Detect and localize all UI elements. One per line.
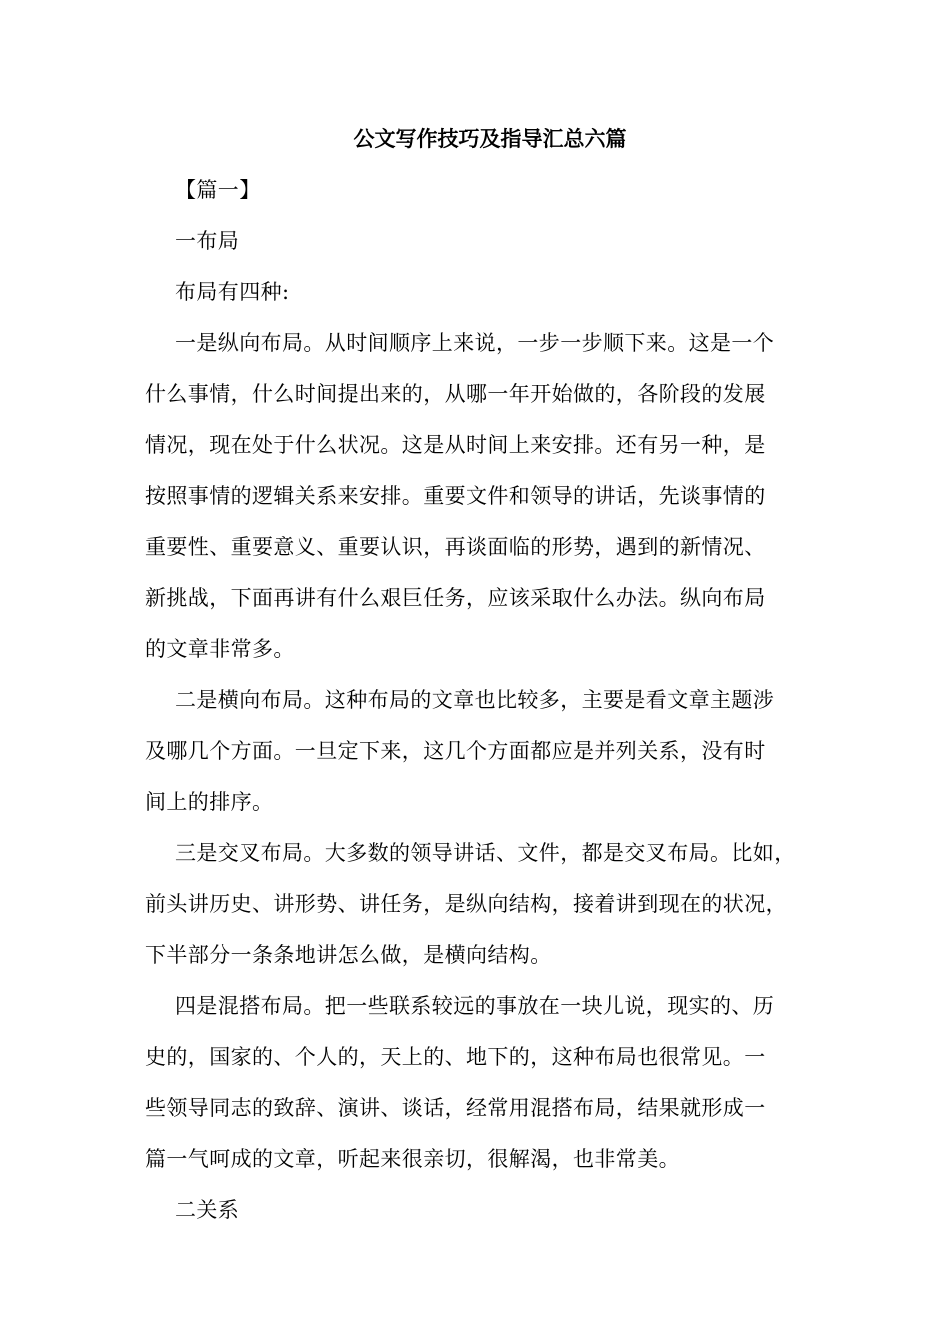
paragraph-1-line: 什么事情，什么时间提出来的，从哪一年开始做的，各阶段的发展 bbox=[145, 382, 766, 406]
heading-relations: 二关系 bbox=[175, 1198, 240, 1222]
paragraph-2-line: 及哪几个方面。一旦定下来，这几个方面都应是并列关系，没有时 bbox=[145, 739, 766, 763]
paragraph-1-line: 按照事情的逻辑关系来安排。重要文件和领导的讲话，先谈事情的 bbox=[145, 484, 766, 508]
paragraph-1-line: 新挑战，下面再讲有什么艰巨任务，应该采取什么办法。纵向布局 bbox=[145, 586, 766, 610]
paragraph-4-line: 篇一气呵成的文章，听起来很亲切，很解渴，也非常美。 bbox=[145, 1147, 680, 1171]
intro-line: 布局有四种: bbox=[175, 280, 290, 304]
paragraph-1-line: 情况，现在处于什么状况。这是从时间上来安排。还有另一种，是 bbox=[145, 433, 766, 457]
document-title: 公文写作技巧及指导汇总六篇 bbox=[353, 126, 627, 151]
paragraph-4-line: 些领导同志的致辞、演讲、谈话，经常用混搭布局，结果就形成一 bbox=[145, 1096, 766, 1120]
paragraph-2-line: 间上的排序。 bbox=[145, 790, 274, 814]
paragraph-2-line: 二是横向布局。这种布局的文章也比较多，主要是看文章主题涉 bbox=[175, 688, 775, 712]
paragraph-1-line: 重要性、重要意义、重要认识，再谈面临的形势，遇到的新情况、 bbox=[145, 535, 766, 559]
paragraph-1-line: 的文章非常多。 bbox=[145, 637, 295, 661]
paragraph-3-line: 前头讲历史、讲形势、讲任务，是纵向结构，接着讲到现在的状况， bbox=[145, 892, 787, 916]
paragraph-1-line: 一是纵向布局。从时间顺序上来说，一步一步顺下来。这是一个 bbox=[175, 331, 775, 355]
section-label: 【篇一】 bbox=[175, 178, 261, 202]
paragraph-4-line: 史的，国家的、个人的，天上的、地下的，这种布局也很常见。一 bbox=[145, 1045, 766, 1069]
paragraph-3-line: 下半部分一条条地讲怎么做，是横向结构。 bbox=[145, 943, 552, 967]
paragraph-3-line: 三是交叉布局。大多数的领导讲话、文件，都是交叉布局。比如， bbox=[175, 841, 796, 865]
heading-layout: 一布局 bbox=[175, 229, 240, 253]
paragraph-4-line: 四是混搭布局。把一些联系较远的事放在一块儿说，现实的、历 bbox=[175, 994, 775, 1018]
